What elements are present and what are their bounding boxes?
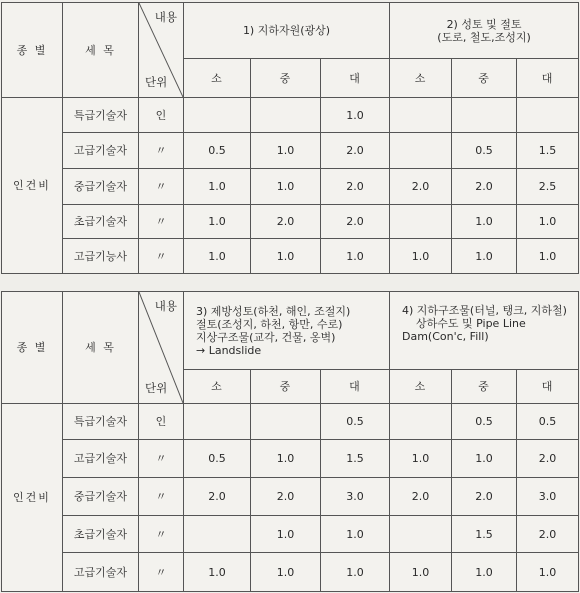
value-cell [184, 516, 251, 553]
value-cell [390, 133, 452, 169]
size-small: 소 [390, 59, 452, 98]
value-cell: 0.5 [321, 404, 390, 440]
unit-cell: 〃 [139, 169, 184, 205]
value-cell: 1.5 [517, 133, 579, 169]
value-cell: 1.0 [184, 169, 251, 205]
role-cell: 중급기술자 [63, 478, 139, 516]
value-cell: 1.0 [184, 553, 251, 592]
value-cell: 1.0 [390, 239, 452, 274]
size-large: 대 [517, 370, 579, 404]
size-medium: 중 [452, 59, 517, 98]
category-header: 종 별 [2, 3, 63, 98]
group4-title: 4) 지하구조물(터널, 탱크, 지하철) 상하수도 및 Pipe Line Dam(Con'c, Fill) [390, 292, 579, 370]
unit-cell: 〃 [139, 440, 184, 478]
size-medium: 중 [251, 370, 321, 404]
size-small: 소 [184, 59, 251, 98]
person-category: 인건비 [2, 404, 63, 592]
table-row [2, 516, 579, 553]
group1-title: 1) 지하자원(광상) [184, 3, 390, 59]
value-cell [517, 98, 579, 133]
content-unit-header [139, 3, 184, 98]
person-category: 인건비 [2, 98, 63, 274]
role-cell: 고급기능사 [63, 239, 139, 274]
value-cell: 1.0 [184, 239, 251, 274]
value-cell [251, 98, 321, 133]
cost-table-1 [1, 2, 579, 274]
value-cell: 2.0 [517, 516, 579, 553]
content-unit-header [139, 292, 184, 404]
size-small: 소 [184, 370, 251, 404]
unit-cell: 인 [139, 98, 184, 133]
value-cell: 0.5 [452, 404, 517, 440]
value-cell: 1.0 [251, 516, 321, 553]
value-cell: 2.0 [452, 169, 517, 205]
value-cell [390, 98, 452, 133]
table-row [2, 169, 579, 205]
value-cell: 1.5 [452, 516, 517, 553]
value-cell: 2.5 [517, 169, 579, 205]
role-cell: 중급기술자 [63, 169, 139, 205]
value-cell: 1.0 [517, 205, 579, 239]
value-cell: 2.0 [321, 133, 390, 169]
size-medium: 중 [251, 59, 321, 98]
role-cell: 고급기술자 [63, 553, 139, 592]
content-label: 내용 [154, 10, 177, 24]
value-cell: 2.0 [390, 478, 452, 516]
value-cell: 1.0 [390, 440, 452, 478]
value-cell: 1.0 [452, 553, 517, 592]
value-cell: 2.0 [452, 478, 517, 516]
value-cell: 1.0 [321, 516, 390, 553]
size-large: 대 [321, 59, 390, 98]
table-row [2, 133, 579, 169]
value-cell: 0.5 [517, 404, 579, 440]
unit-cell: 〃 [139, 478, 184, 516]
value-cell [390, 205, 452, 239]
value-cell: 1.0 [321, 98, 390, 133]
value-cell: 1.0 [452, 239, 517, 274]
value-cell: 0.5 [184, 440, 251, 478]
value-cell: 1.0 [452, 440, 517, 478]
table-row [2, 98, 579, 133]
value-cell: 0.5 [452, 133, 517, 169]
value-cell: 2.0 [251, 205, 321, 239]
value-cell: 1.0 [251, 239, 321, 274]
value-cell [184, 404, 251, 440]
value-cell: 2.0 [321, 169, 390, 205]
value-cell: 1.0 [517, 553, 579, 592]
role-cell: 특급기술자 [63, 98, 139, 133]
value-cell: 2.0 [184, 478, 251, 516]
cost-table-2 [1, 291, 579, 592]
value-cell: 3.0 [517, 478, 579, 516]
table-row [2, 404, 579, 440]
unit-label: 단위 [145, 381, 168, 395]
unit-label: 단위 [145, 75, 168, 89]
unit-cell: 〃 [139, 205, 184, 239]
value-cell: 2.0 [251, 478, 321, 516]
unit-cell: 〃 [139, 516, 184, 553]
group2-title: 2) 성토 및 절토 (도로, 철도,조성지) [390, 3, 579, 59]
value-cell: 1.5 [321, 440, 390, 478]
value-cell: 0.5 [184, 133, 251, 169]
value-cell: 1.0 [321, 239, 390, 274]
value-cell: 3.0 [321, 478, 390, 516]
value-cell: 1.0 [452, 205, 517, 239]
size-large: 대 [321, 370, 390, 404]
unit-cell: 〃 [139, 553, 184, 592]
value-cell: 2.0 [517, 440, 579, 478]
value-cell: 2.0 [390, 169, 452, 205]
content-label: 내용 [154, 299, 177, 313]
value-cell: 1.0 [390, 553, 452, 592]
item-header: 세 목 [63, 292, 139, 404]
category-header: 종 별 [2, 292, 63, 404]
size-medium: 중 [452, 370, 517, 404]
value-cell [184, 98, 251, 133]
role-cell: 초급기술자 [63, 205, 139, 239]
value-cell: 1.0 [251, 553, 321, 592]
table-row [2, 553, 579, 592]
role-cell: 고급기술자 [63, 133, 139, 169]
value-cell [390, 404, 452, 440]
value-cell: 1.0 [184, 205, 251, 239]
value-cell: 1.0 [251, 133, 321, 169]
role-cell: 고급기술자 [63, 440, 139, 478]
unit-cell: 〃 [139, 239, 184, 274]
value-cell [452, 98, 517, 133]
value-cell: 1.0 [517, 239, 579, 274]
table-row [2, 239, 579, 274]
unit-cell: 인 [139, 404, 184, 440]
value-cell: 2.0 [321, 205, 390, 239]
value-cell [390, 516, 452, 553]
value-cell: 1.0 [251, 169, 321, 205]
item-header: 세 목 [63, 3, 139, 98]
table-row [2, 440, 579, 478]
size-large: 대 [517, 59, 579, 98]
table-row [2, 205, 579, 239]
value-cell [251, 404, 321, 440]
group3-title: 3) 제방성토(하천, 해인, 조절지) 절토(조성지, 하천, 항만, 수로) 지상구조물(교각, 건물, 옹벽) → Landslide [184, 292, 390, 370]
unit-cell: 〃 [139, 133, 184, 169]
table-row [2, 478, 579, 516]
role-cell: 특급기술자 [63, 404, 139, 440]
value-cell: 1.0 [251, 440, 321, 478]
role-cell: 초급기술자 [63, 516, 139, 553]
value-cell: 1.0 [321, 553, 390, 592]
size-small: 소 [390, 370, 452, 404]
